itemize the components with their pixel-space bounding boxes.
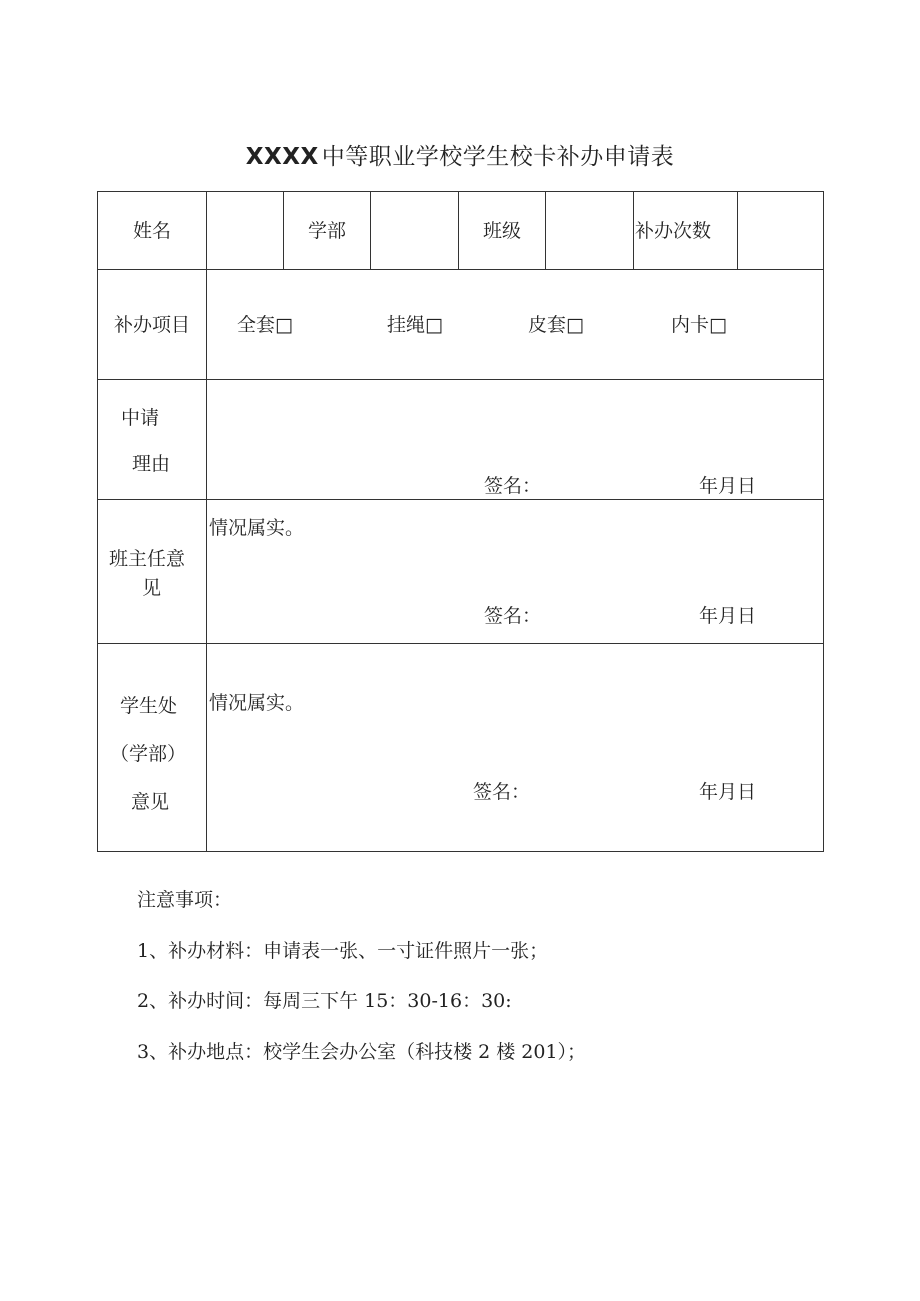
department-value-field[interactable] — [371, 193, 457, 268]
page-title — [0, 141, 920, 173]
reason-date-label: 年月日 — [699, 475, 757, 497]
option-label: 挂绳 — [387, 314, 426, 336]
column-divider — [633, 192, 634, 269]
teacher-opinion-text: 情况属实。 — [209, 517, 305, 539]
teacher-label-line2: 见 — [142, 577, 162, 599]
option-label: 全套 — [237, 314, 276, 336]
title-main: 中等职业学校学生校卡补办申请表 — [321, 144, 675, 170]
notes-heading: 注意事项： — [137, 889, 233, 911]
option-leather-case[interactable] — [528, 313, 584, 337]
note-item: 2、补办时间：每周三下午 15：30-16：30: — [137, 990, 512, 1012]
checkbox-icon[interactable]: □ — [566, 314, 584, 336]
title-prefix: XXXX — [245, 144, 319, 170]
reissue-items-label: 补办项目 — [113, 314, 190, 336]
reissue-count-label: 补办次数 — [635, 220, 712, 242]
reason-label-line1: 中请 — [121, 407, 160, 429]
teacher-sign-label: 签名： — [484, 605, 542, 627]
office-label-line1: 学生处 — [120, 695, 178, 717]
class-value-field[interactable] — [546, 193, 632, 268]
reason-sign-label: 签名： — [484, 475, 542, 497]
reissue-count-value-field[interactable] — [738, 193, 822, 268]
name-label: 姓名 — [132, 220, 171, 242]
reason-label-line2: 理由 — [132, 453, 171, 475]
option-inner-card[interactable] — [671, 313, 727, 337]
note-item: 1、补办材料：申请表一张、一寸证件照片一张； — [137, 940, 549, 962]
office-sign-label: 签名： — [473, 781, 531, 803]
option-full-set[interactable] — [237, 313, 293, 337]
column-divider — [206, 192, 207, 851]
checkbox-icon[interactable]: □ — [425, 314, 443, 336]
application-form-table — [97, 191, 824, 852]
checkbox-icon[interactable]: □ — [275, 314, 293, 336]
class-label: 班级 — [482, 220, 521, 242]
checkbox-icon[interactable]: □ — [709, 314, 727, 336]
option-label: 皮套 — [528, 314, 567, 336]
reason-content-field[interactable] — [207, 380, 823, 470]
office-label-line2: （学部） — [110, 743, 187, 765]
note-item: 3、补办地点：校学生会办公室（科技楼 2 楼 201）； — [137, 1041, 587, 1063]
name-value-field[interactable] — [207, 193, 282, 268]
option-label: 内卡 — [671, 314, 710, 336]
department-label: 学部 — [307, 220, 346, 242]
office-opinion-text: 情况属实。 — [209, 692, 305, 714]
option-lanyard[interactable] — [387, 313, 443, 337]
teacher-date-label: 年月日 — [699, 605, 757, 627]
office-label-line3: 意见 — [131, 791, 170, 813]
teacher-label-line1: 班主任意 — [109, 548, 186, 570]
office-date-label: 年月日 — [699, 781, 757, 803]
